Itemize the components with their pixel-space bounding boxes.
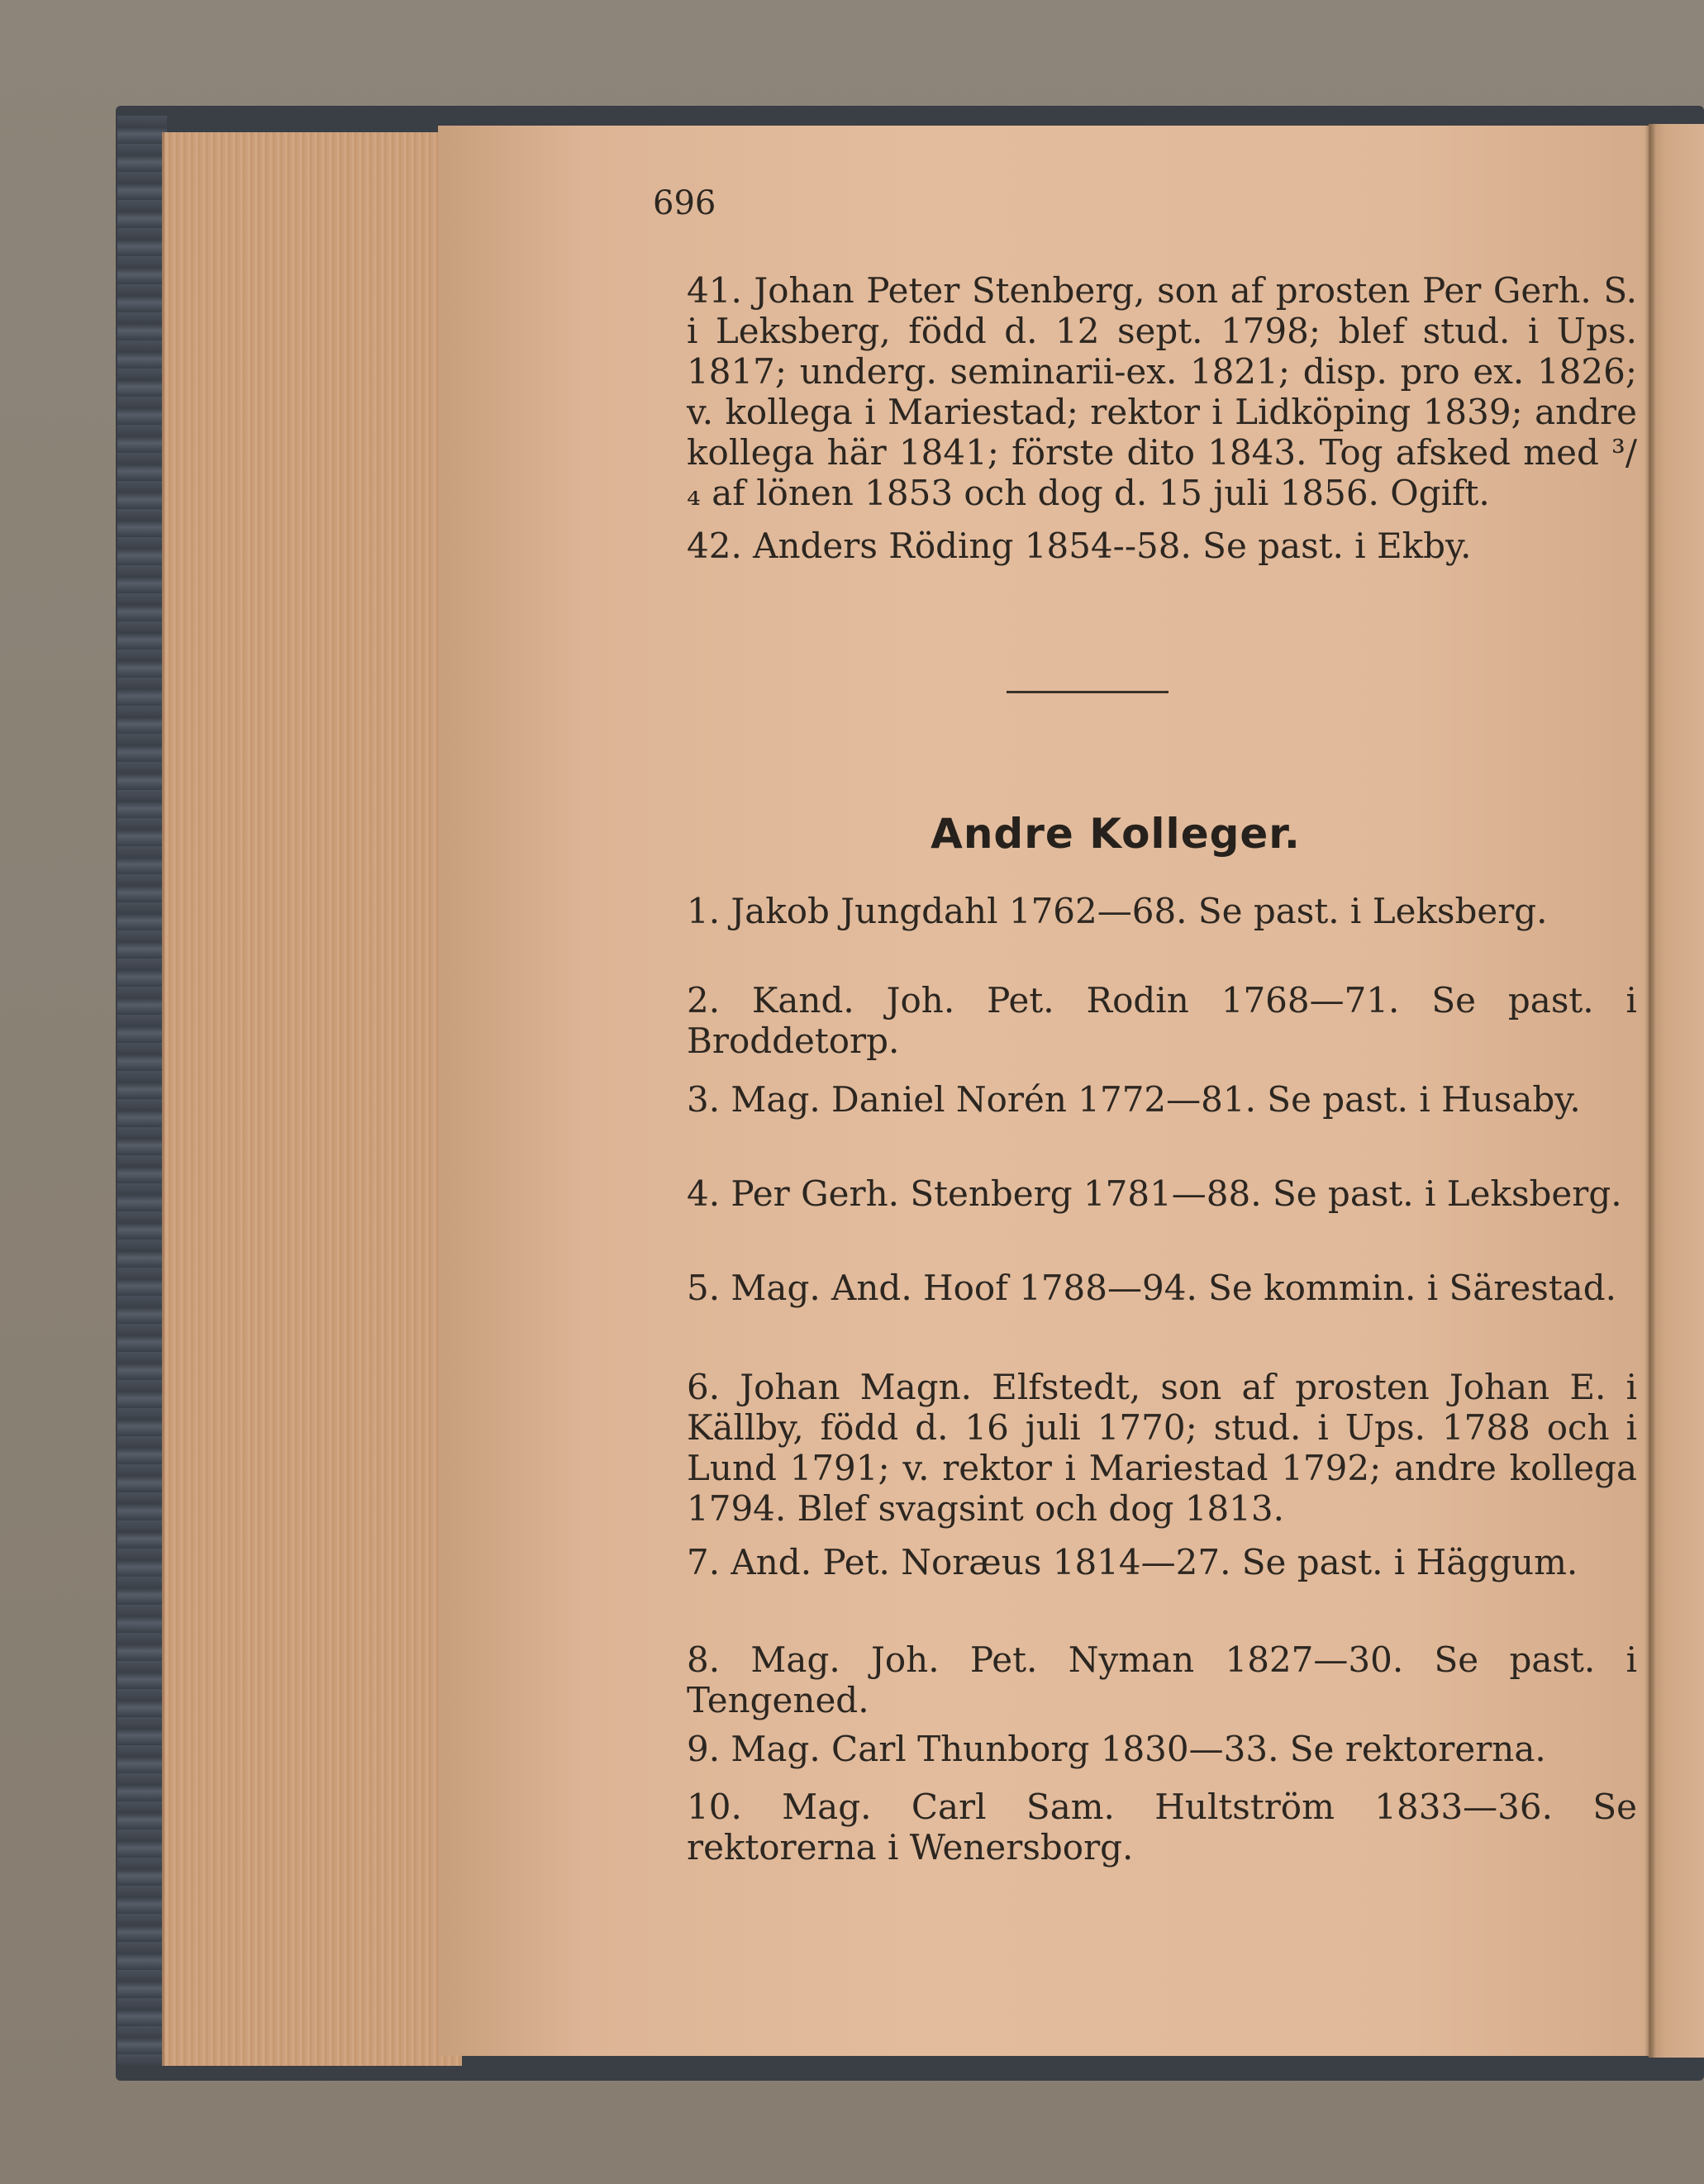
entry-kollega-1: 1. Jakob Jungdahl 1762—68. Se past. i Leksberg. <box>687 891 1548 931</box>
facing-page-edge <box>1649 124 1704 2058</box>
page-edges <box>162 132 462 2066</box>
entry-kollega-10: 10. Mag. Carl Sam. Hultström 1833—36. Se rektorerna i Wenersborg. <box>687 1787 1637 1868</box>
entry-kollega-2: 2. Kand. Joh. Pet. Rodin 1768—71. Se past. i Broddetorp. <box>687 980 1637 1061</box>
entry-kollega-7: 7. And. Pet. Noræus 1814—27. Se past. i Häggum. <box>687 1542 1578 1582</box>
section-divider <box>1007 691 1169 693</box>
cover-spine-pattern <box>117 116 167 2066</box>
entry-42: 42. Anders Röding 1854--58. Se past. i Ekby. <box>687 526 1472 566</box>
entry-kollega-4: 4. Per Gerh. Stenberg 1781—88. Se past. i Leksberg. <box>687 1173 1622 1214</box>
entry-41: 41. Johan Peter Stenberg, son af prosten Per Gerh. S. i Leksberg, född d. 12 sept. 1798; blef stud. i Ups. 1817; underg. seminarii-ex. 1821; disp. pro ex. 1826; v. kollega i Mariestad; rektor i Lidköping 1839; andre kollega här 1841; förste dito 1843. Tog afsked med ³/₄ af lönen 1853 och dog d. 15 juli 1856. Ogift. <box>687 270 1637 513</box>
gutter-shadow <box>1645 124 1656 2058</box>
entry-kollega-5: 5. Mag. And. Hoof 1788—94. Se kommin. i Särestad. <box>687 1268 1616 1308</box>
section-heading: Andre Kolleger. <box>931 810 1301 858</box>
page-number: 696 <box>653 184 716 222</box>
entry-kollega-6: 6. Johan Magn. Elfstedt, son af prosten Johan E. i Källby, född d. 16 juli 1770; stud. i Ups. 1788 och i Lund 1791; v. rektor i Mariestad 1792; andre kollega 1794. Blef svagsint och dog 1813. <box>687 1367 1637 1529</box>
entry-kollega-3: 3. Mag. Daniel Norén 1772—81. Se past. i Husaby. <box>687 1079 1581 1120</box>
entry-kollega-8: 8. Mag. Joh. Pet. Nyman 1827—30. Se past. i Tengened. <box>687 1639 1637 1720</box>
entry-kollega-9: 9. Mag. Carl Thunborg 1830—33. Se rektorerna. <box>687 1729 1546 1769</box>
